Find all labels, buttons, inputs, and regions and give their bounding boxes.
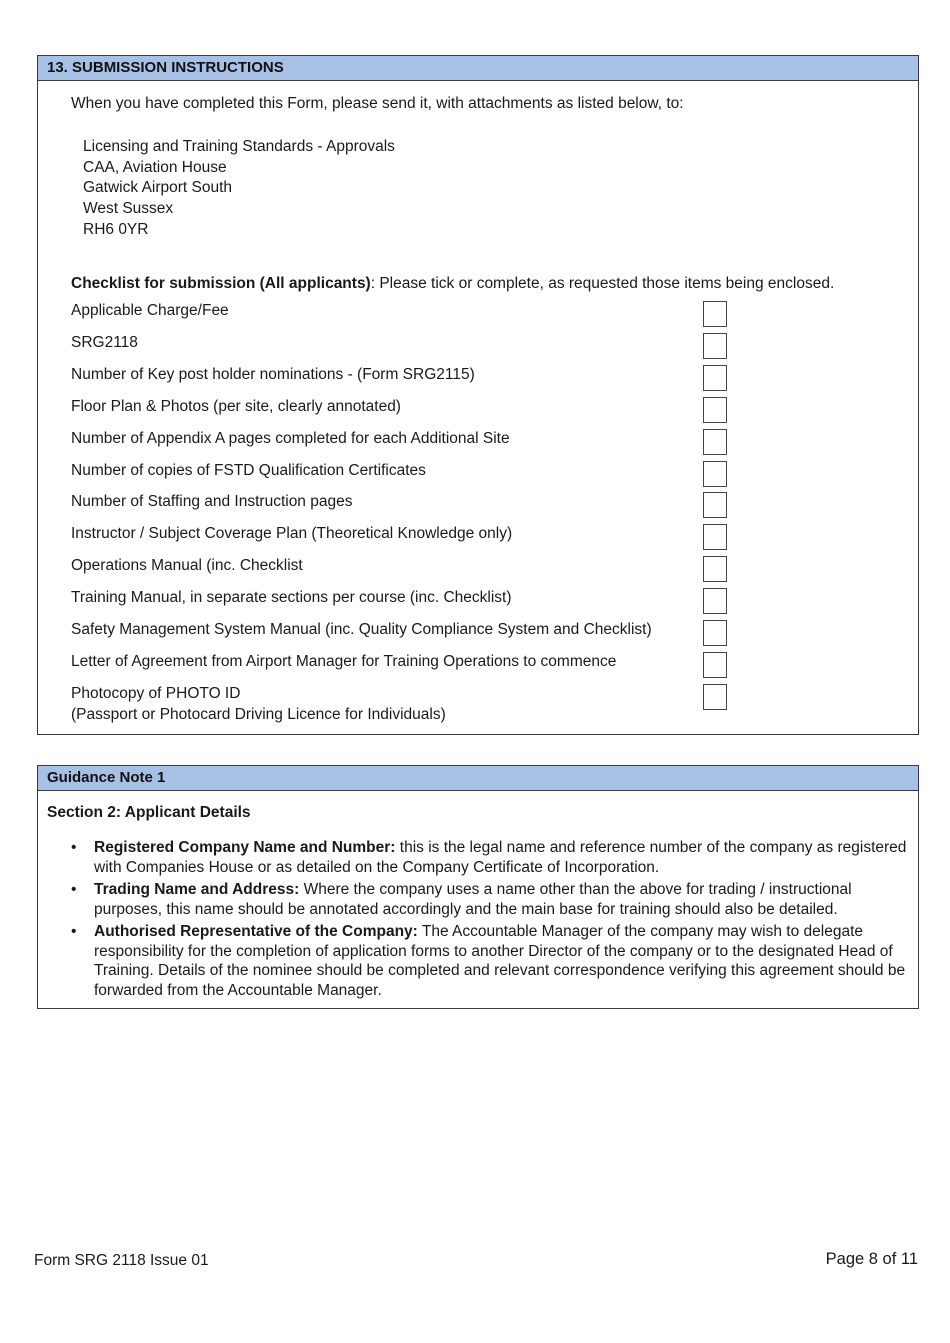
checklist-item-key-post-holder: Number of Key post holder nominations - (Form SRG2115) <box>71 366 475 383</box>
bullet-term: Registered Company Name and Number: <box>94 839 396 856</box>
checklist-item-floor-plan: Floor Plan & Photos (per site, clearly annotated) <box>71 398 401 415</box>
checkbox-photo-id[interactable] <box>703 684 727 710</box>
checklist-item-appendix-a: Number of Appendix A pages completed for each Additional Site <box>71 430 510 447</box>
guidance-note-section <box>37 765 919 1009</box>
checklist-heading <box>71 275 834 293</box>
photo-id-label: Photocopy of PHOTO ID <box>71 685 241 702</box>
bullet-dot: • <box>71 839 77 856</box>
checklist-item-photo-id <box>71 683 446 725</box>
checkbox-srg2118[interactable] <box>703 333 727 359</box>
checkbox-training-manual[interactable] <box>703 588 727 614</box>
bullet-text: this is the legal name and reference number of the company as registered with Companies House or as detailed on the Company Certificate of Incorporation. <box>94 839 907 876</box>
checklist-heading-bold: Checklist for submission (All applicants) <box>71 275 371 292</box>
checkbox-appendix-a[interactable] <box>703 429 727 455</box>
submission-instructions-section <box>37 55 919 735</box>
checklist-item-operations-manual: Operations Manual (inc. Checklist <box>71 557 303 574</box>
list-item <box>71 922 917 1001</box>
checklist-item-fstd-certificates: Number of copies of FSTD Qualification Certificates <box>71 462 426 479</box>
checkbox-floor-plan[interactable] <box>703 397 727 423</box>
footer-page-number: Page 8 of 11 <box>825 1250 918 1268</box>
address-line: West Sussex <box>83 200 174 218</box>
checklist-heading-text: : Please tick or complete, as requested those items being enclosed. <box>370 275 835 292</box>
checkbox-charge-fee[interactable] <box>703 301 727 327</box>
guidance-bullet-list <box>71 838 917 1003</box>
list-item <box>71 838 917 877</box>
bullet-dot: • <box>71 922 77 940</box>
checklist-item-training-manual: Training Manual, in separate sections per course (inc. Checklist) <box>71 589 512 606</box>
checklist-item-coverage-plan: Instructor / Subject Coverage Plan (Theoretical Knowledge only) <box>71 525 513 542</box>
checkbox-staffing-pages[interactable] <box>703 492 727 518</box>
section-13-title: 13. SUBMISSION INSTRUCTIONS <box>38 56 918 81</box>
checkbox-key-post-holder[interactable] <box>703 365 727 391</box>
submission-intro: When you have completed this Form, please send it, with attachments as listed below, to: <box>71 95 684 112</box>
checkbox-operations-manual[interactable] <box>703 556 727 582</box>
postal-address <box>83 137 395 241</box>
checklist-item-srg2118: SRG2118 <box>71 334 138 351</box>
checkbox-sms-manual[interactable] <box>703 620 727 646</box>
bullet-dot: • <box>71 880 77 898</box>
address-line: CAA, Aviation House <box>83 158 227 176</box>
guidance-subheading: Section 2: Applicant Details <box>47 804 251 821</box>
checkbox-fstd-certificates[interactable] <box>703 461 727 487</box>
bullet-term: Authorised Representative of the Company: <box>94 922 418 940</box>
address-line: RH6 0YR <box>83 220 149 238</box>
address-line: Licensing and Training Standards - Approvals <box>83 138 395 155</box>
address-line: Gatwick Airport South <box>83 179 233 197</box>
checkbox-letter-of-agreement[interactable] <box>703 652 727 678</box>
bullet-text: Where the company uses a name other than the above for trading / instructional purposes, this name should be annotated accordingly and the main base for training should also be detailed. <box>94 880 852 918</box>
checkbox-coverage-plan[interactable] <box>703 524 727 550</box>
guidance-note-title: Guidance Note 1 <box>38 766 918 791</box>
checklist-item-staffing-pages: Number of Staffing and Instruction pages <box>71 493 353 510</box>
checklist-item-letter-of-agreement: Letter of Agreement from Airport Manager for Training Operations to commence <box>71 653 617 670</box>
checklist-item-charge-fee: Applicable Charge/Fee <box>71 302 229 319</box>
list-item <box>71 880 917 919</box>
photo-id-note: (Passport or Photocard Driving Licence for Individuals) <box>71 706 446 723</box>
bullet-text: The Accountable Manager of the company may wish to delegate responsibility for the completion of application forms to another Director of the company or to the designated Head of Training. Details of the nominee should be completed and relevant correspondence verifying this agreement should be forwarded from the Accountable Manager. <box>94 922 906 999</box>
footer-form-reference: Form SRG 2118 Issue 01 <box>34 1252 209 1269</box>
bullet-term: Trading Name and Address: <box>94 880 300 898</box>
checklist-item-sms-manual: Safety Management System Manual (inc. Quality Compliance System and Checklist) <box>71 621 652 638</box>
